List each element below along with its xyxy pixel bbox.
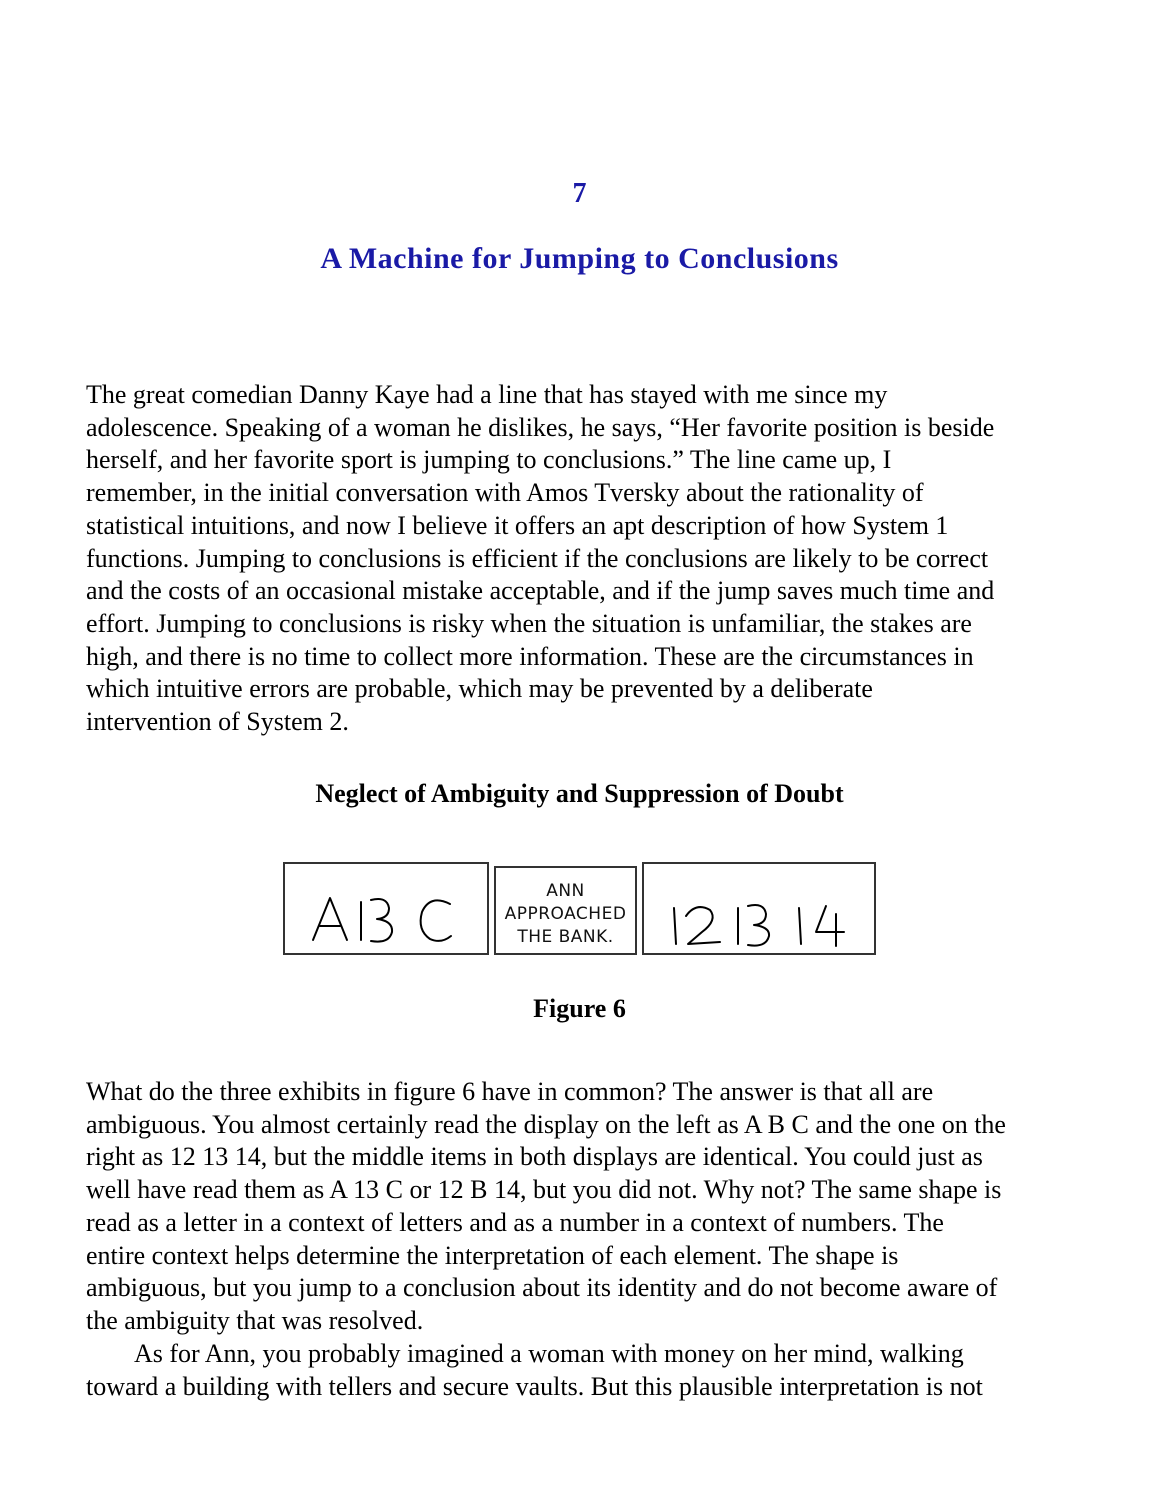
- text-line: toward a building with tellers and secure vaults. But this plausible interpretation is not: [86, 1371, 983, 1401]
- text-line: adolescence. Speaking of a woman he dislikes, he says, “Her favorite position is beside: [86, 412, 995, 442]
- paragraph-ann: [86, 1338, 1086, 1403]
- text-line: What do the three exhibits in figure 6 have in common? The answer is that all are: [86, 1077, 934, 1106]
- chapter-title: A Machine for Jumping to Conclusions: [320, 242, 839, 275]
- text-line: herself, and her favorite sport is jumping to conclusions.” The line came up, I: [86, 445, 892, 475]
- text-line: intervention of System 2.: [86, 707, 349, 737]
- text-line: and the costs of an occasional mistake acceptable, and if the jump saves much time and: [86, 576, 995, 606]
- figure-6-illustration: [283, 862, 877, 956]
- sentence-line: ANN: [546, 881, 585, 901]
- text-line: which intuitive errors are probable, which may be prevented by a deliberate: [86, 674, 873, 704]
- abc-display-box: [283, 862, 489, 955]
- text-line: remember, in the initial conversation with Amos Tversky about the rationality of: [86, 478, 924, 508]
- text-line: statistical intuitions, and now I believe it offers an apt description of how System 1: [86, 510, 949, 540]
- sentence-line: THE BANK.: [517, 927, 614, 947]
- numbers-display-box: [642, 862, 876, 955]
- sentence-line: APPROACHED: [504, 904, 627, 924]
- text-line: the ambiguity that was resolved.: [86, 1305, 424, 1335]
- text-line: entire context helps determine the interpretation of each element. The shape is: [86, 1240, 899, 1270]
- text-line: ambiguous, but you jump to a conclusion about its identity and do not become aware of: [86, 1273, 998, 1303]
- abc-handwriting-drawing: [285, 864, 487, 953]
- section-heading: Neglect of Ambiguity and Suppression of Doubt: [315, 779, 844, 808]
- paragraph-explanation: [86, 1076, 1086, 1338]
- text-line: ambiguous. You almost certainly read the display on the left as A B C and the one on the: [86, 1109, 1006, 1139]
- text-line: read as a letter in a context of letters and as a number in a context of numbers. The: [86, 1207, 944, 1237]
- chapter-number: 7: [572, 178, 587, 209]
- paragraph-intro: [86, 379, 1086, 739]
- figure-caption: Figure 6: [533, 994, 626, 1023]
- text-line: effort. Jumping to conclusions is risky when the situation is unfamiliar, the stakes are: [86, 608, 972, 638]
- ann-sentence-box: [494, 866, 637, 955]
- ann-sentence: [496, 880, 635, 949]
- text-line: right as 12 13 14, but the middle items in both displays are identical. You could just as: [86, 1142, 983, 1172]
- text-line: functions. Jumping to conclusions is efficient if the conclusions are likely to be correct: [86, 543, 989, 573]
- numbers-handwriting-drawing: [644, 864, 874, 953]
- text-line: well have read them as A 13 C or 12 B 14, but you did not. Why not? The same shape is: [86, 1175, 1002, 1205]
- text-line: As for Ann, you probably imagined a woman with money on her mind, walking: [134, 1339, 964, 1368]
- text-line: The great comedian Danny Kaye had a line that has stayed with me since my: [86, 380, 888, 409]
- text-line: high, and there is no time to collect more information. These are the circumstances in: [86, 641, 974, 671]
